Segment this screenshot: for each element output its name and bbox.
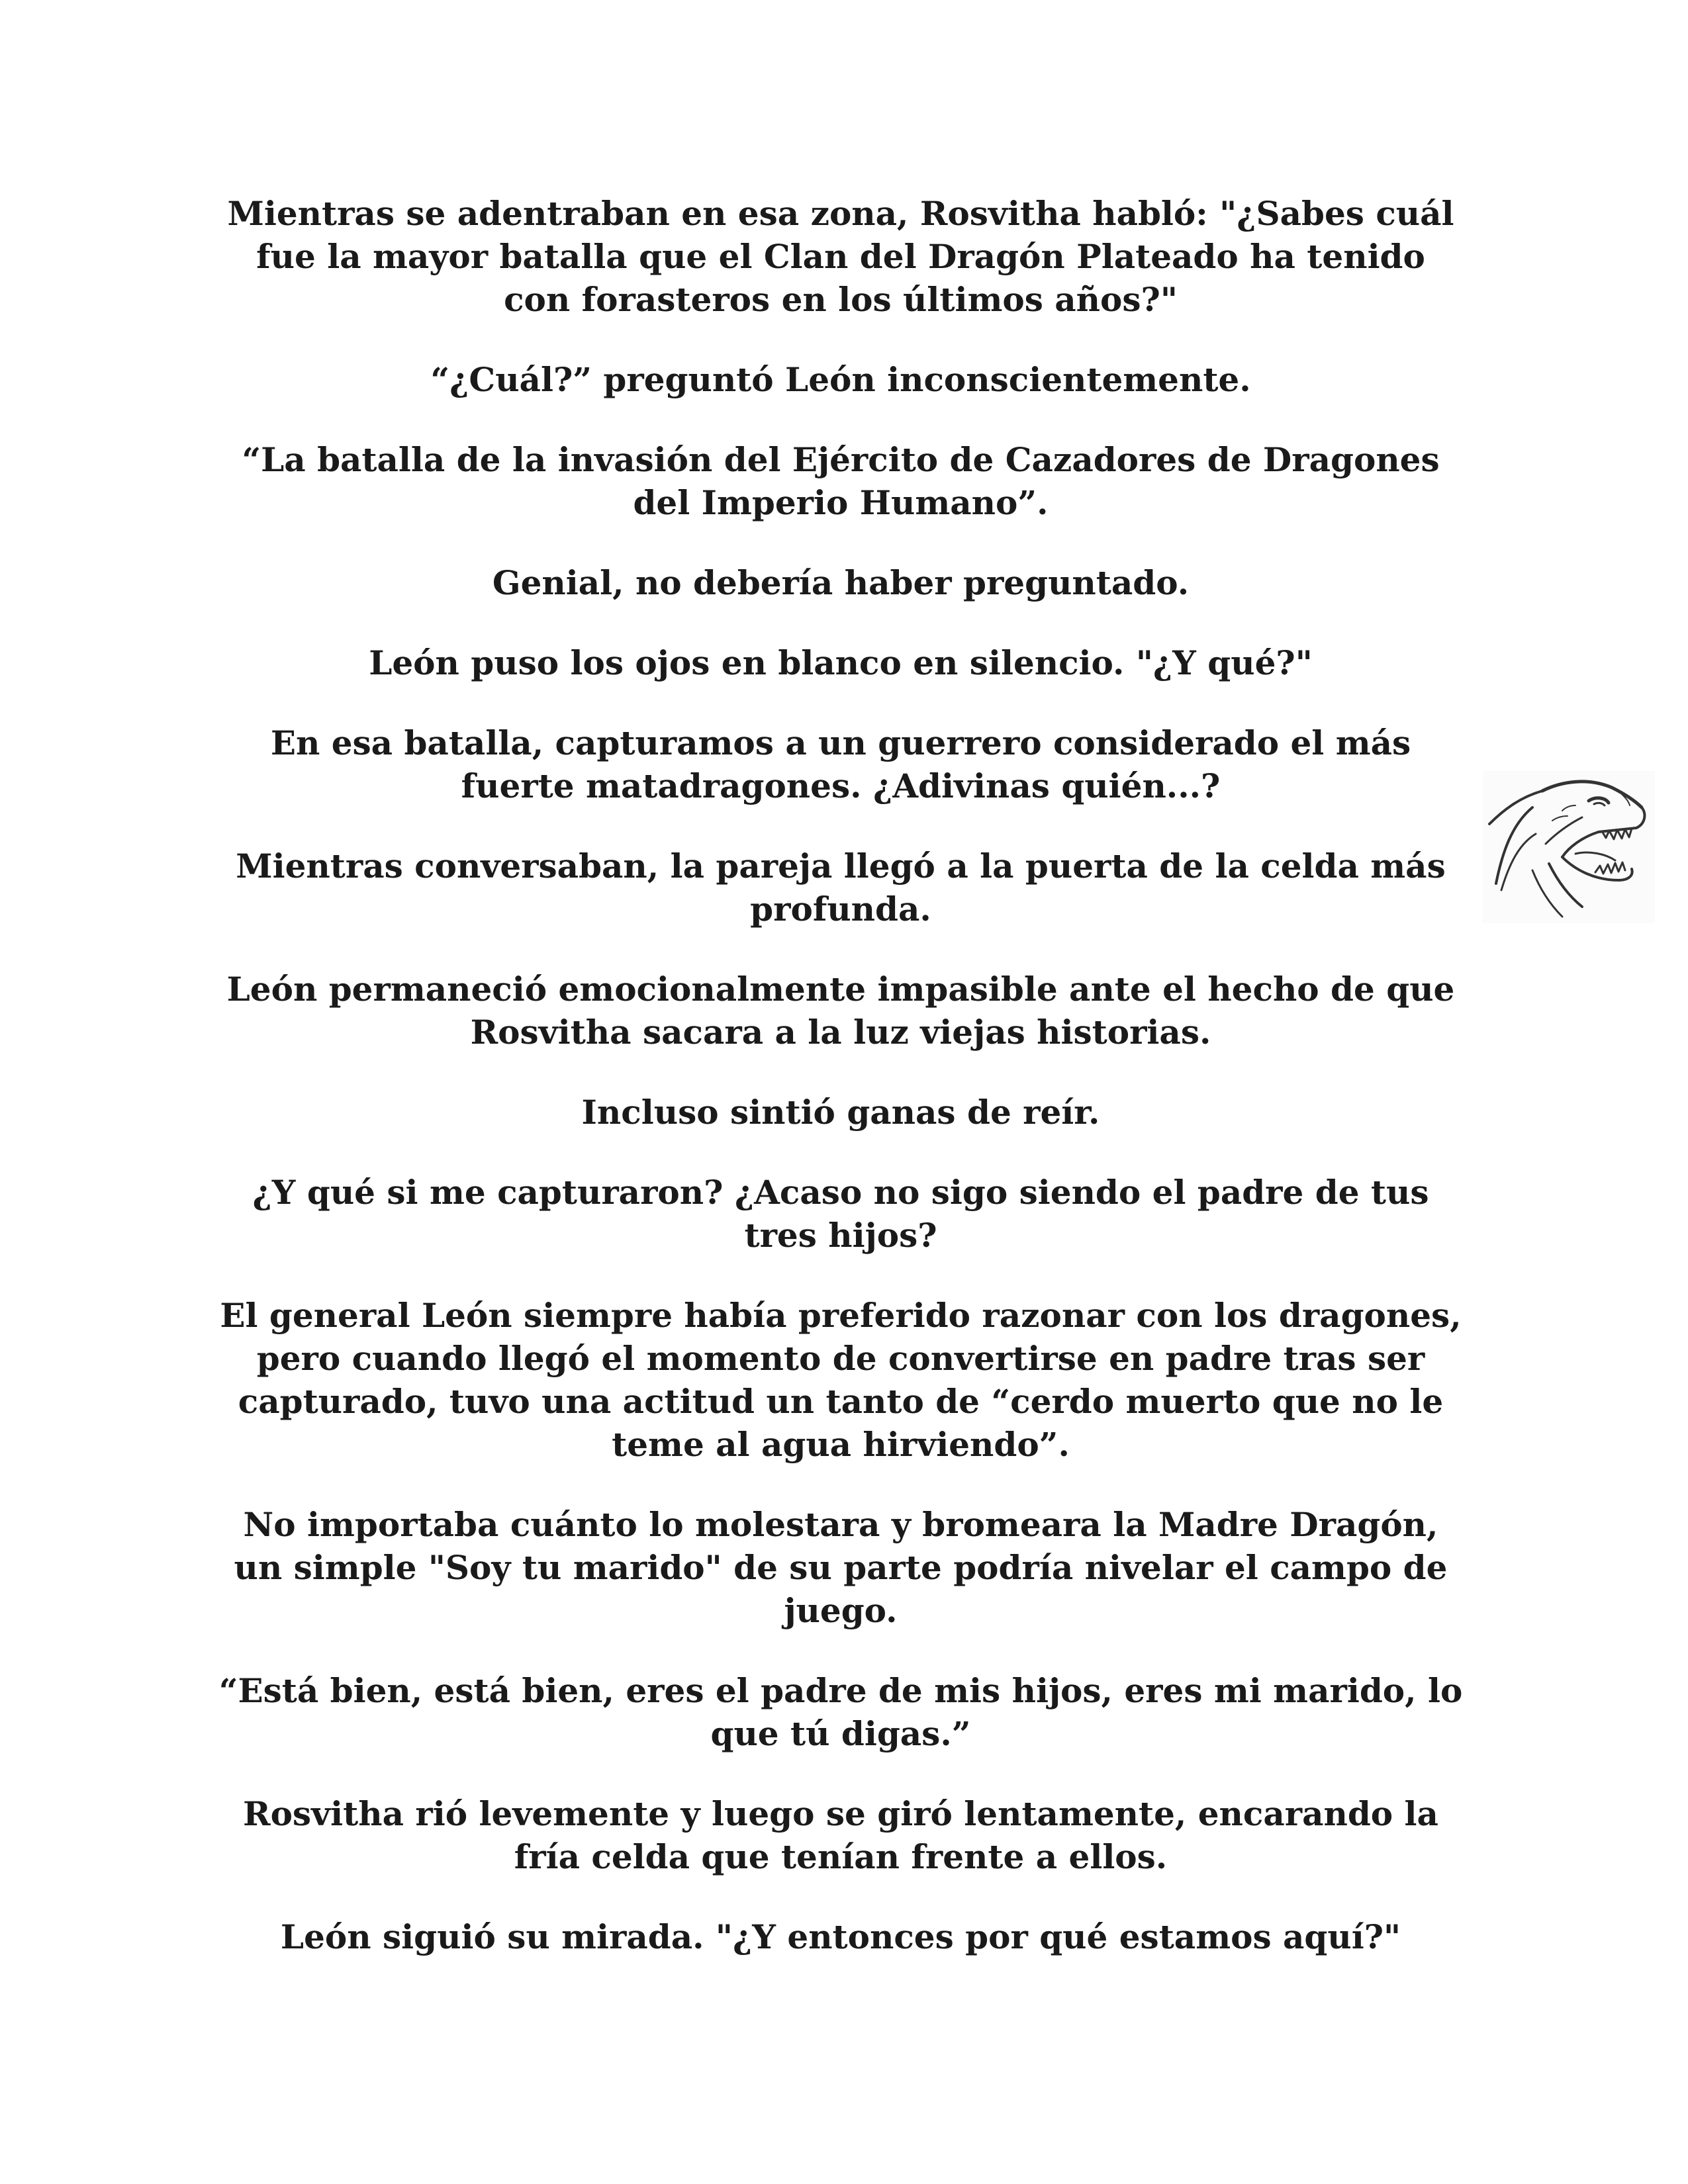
paragraph: León siguió su mirada. "¿Y entonces por qué estamos aquí?" [280,1917,1401,1956]
paragraph: “Está bien, está bien, eres el padre de mis hijos, eres mi marido, lo que tú digas.” [218,1671,1463,1753]
text-body [218,192,1463,1995]
paragraph: El general León siempre había preferido razonar con los dragones, pero cuando llegó el momento de convertirse en padre tras ser capturado, tuvo una actitud un tanto de “cerdo muerto que no le teme al agua hirviendo”. [220,1296,1462,1464]
paragraph: ¿Y qué si me capturaron? ¿Acaso no sigo siendo el padre de tus tres hijos? [252,1173,1429,1255]
paragraph: En esa batalla, capturamos a un guerrero considerado el más fuerte matadragones. ¿Adivinas quién...? [270,723,1411,805]
paragraph: “La batalla de la invasión del Ejército de Cazadores de Dragones del Imperio Humano”. [242,440,1440,522]
paragraph: León permaneció emocionalmente impasible ante el hecho de que Rosvitha sacara a la luz viejas historias. [226,970,1455,1052]
paragraph: “¿Cuál?” preguntó León inconscientemente. [430,360,1251,399]
paragraph: León puso los ojos en blanco en silencio. "¿Y qué?" [369,643,1313,682]
paragraph: Genial, no debería haber preguntado. [492,563,1190,602]
paragraph: No importaba cuánto lo molestara y bromeara la Madre Dragón, un simple "Soy tu marido" de su parte podría nivelar el campo de juego. [234,1505,1448,1630]
paragraph: Incluso sintió ganas de reír. [581,1093,1100,1132]
dinosaur-head-sketch-icon [1483,771,1655,923]
paragraph: Rosvitha rió levemente y luego se giró lentamente, encarando la fría celda que tenían frente a ellos. [243,1794,1438,1876]
paragraph: Mientras se adentraban en esa zona, Rosvitha habló: "¿Sabes cuál fue la mayor batalla que el Clan del Dragón Plateado ha tenido con forasteros en los últimos años?" [227,194,1454,319]
paragraph: Mientras conversaban, la pareja llegó a la puerta de la celda más profunda. [236,846,1446,929]
